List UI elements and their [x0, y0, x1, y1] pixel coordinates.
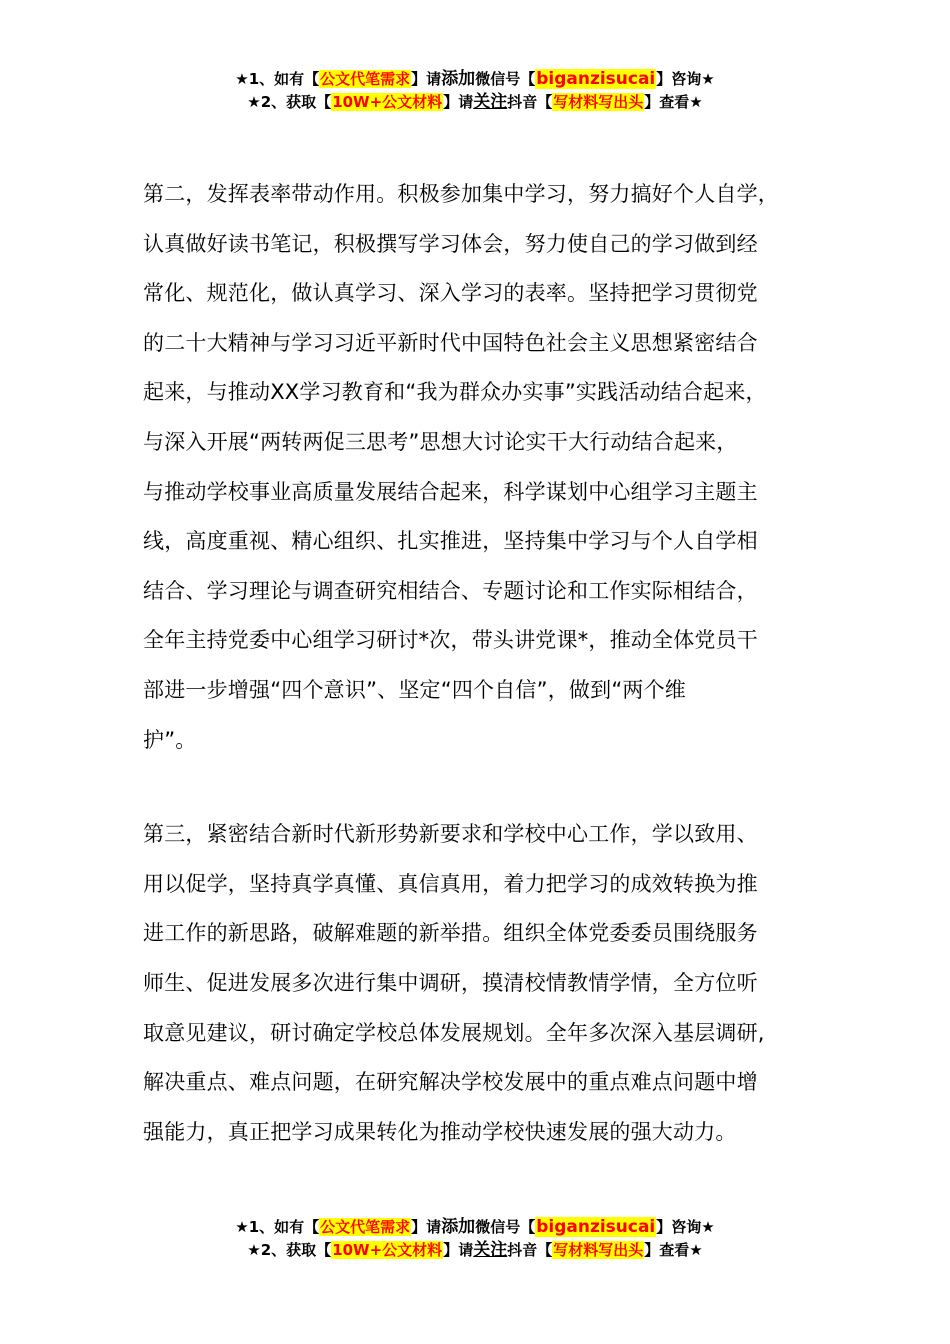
text-line: 取意见建议，研讨确定学校总体发展规划。全年多次深入基层调研, [143, 1020, 765, 1045]
banner-text: 微信号【 [475, 70, 536, 88]
banner-emphasis: 关注 [473, 92, 508, 112]
banner-text: ★1、如有【 [235, 70, 320, 88]
banner-line-1 [0, 1216, 950, 1239]
header-banner [0, 68, 950, 114]
text-line: 第三，紧密结合新时代新形势新要求和学校中心工作，学以致用、 [143, 822, 758, 847]
banner-text: 】咨询★ [656, 1218, 715, 1236]
banner-highlight: 10W+公文材料 [332, 1241, 443, 1259]
text-line: 线，高度重视、精心组织、扎实推进，坚持集中学习与个人自学相 [143, 529, 758, 554]
banner-text: 抖音【 [507, 93, 553, 111]
banner-text: 】咨询★ [656, 70, 715, 88]
text-line: 解决重点、难点问题，在研究解决学校发展中的重点难点问题中增 [143, 1070, 758, 1095]
banner-text: 】请 [443, 1241, 474, 1259]
text-line: 部进一步增强“四个意识”、坚定“四个自信”，做到“两个维 [143, 677, 686, 702]
text-line: 认真做好读书笔记，积极撰写学习体会，努力使自己的学习做到经 [143, 231, 758, 256]
text-line: 与推动学校事业高质量发展结合起来，科学谋划中心组学习主题主 [143, 479, 758, 504]
text-line: 结合、学习理论与调查研究相结合、专题讨论和工作实际相结合， [143, 578, 758, 603]
banner-text: 】查看★ [644, 93, 703, 111]
banner-highlight: 10W+公文材料 [332, 93, 443, 111]
text-line: 师生、促进发展多次进行集中调研，摸清校情教情学情，全方位听 [143, 970, 758, 995]
text-line: 用以促学，坚持真学真懂、真信真用，着力把学习的成效转换为推 [143, 871, 758, 896]
banner-text: 】查看★ [644, 1241, 703, 1259]
text-line: 常化、规范化，做认真学习、深入学习的表率。坚持把学习贯彻党 [143, 281, 758, 306]
banner-line-1 [0, 68, 950, 91]
banner-text: ★2、获取【 [247, 1241, 332, 1259]
text-line: 的二十大精神与学习习近平新时代中国特色社会主义思想紧密结合 [143, 330, 758, 355]
banner-highlight: biganzisucai [536, 1217, 656, 1237]
paragraph-2 [143, 170, 843, 765]
document-body [143, 170, 843, 1202]
text-line: 第二，发挥表率带动作用。积极参加集中学习，努力搞好个人自学， [143, 182, 779, 206]
banner-highlight: 写材料写出头 [553, 93, 644, 111]
banner-text: ★1、如有【 [235, 1218, 320, 1236]
banner-line-2 [0, 1239, 950, 1262]
footer-banner [0, 1216, 950, 1262]
banner-highlight: 公文代笔需求 [320, 70, 411, 88]
banner-text: 】请 [411, 1218, 442, 1236]
text-line: 进工作的新思路，破解难题的新举措。组织全体党委委员围绕服务 [143, 921, 758, 946]
banner-highlight: 公文代笔需求 [320, 1218, 411, 1236]
paragraph-3 [143, 810, 843, 1157]
banner-highlight: biganzisucai [536, 69, 656, 89]
banner-text: 】请 [443, 93, 474, 111]
banner-text: 】请 [411, 70, 442, 88]
banner-emphasis: 关注 [473, 1240, 508, 1260]
text-line: 护”。 [143, 727, 197, 752]
banner-emphasis: 添加 [441, 69, 476, 89]
banner-emphasis: 添加 [441, 1217, 476, 1237]
banner-text: ★2、获取【 [247, 93, 332, 111]
text-line: 强能力，真正把学习成果转化为推动学校快速发展的强大动力。 [143, 1119, 737, 1144]
banner-line-2 [0, 91, 950, 114]
text-line: 全年主持党委中心组学习研讨*次，带头讲党课*，推动全体党员干 [143, 628, 758, 653]
banner-text: 微信号【 [475, 1218, 536, 1236]
banner-highlight: 写材料写出头 [553, 1241, 644, 1259]
text-line: 起来，与推动XX学习教育和“我为群众办实事”实践活动结合起来， [143, 380, 767, 405]
banner-text: 抖音【 [507, 1241, 553, 1259]
text-line: 与深入开展“两转两促三思考”思想大讨论实干大行动结合起来， [143, 429, 738, 454]
